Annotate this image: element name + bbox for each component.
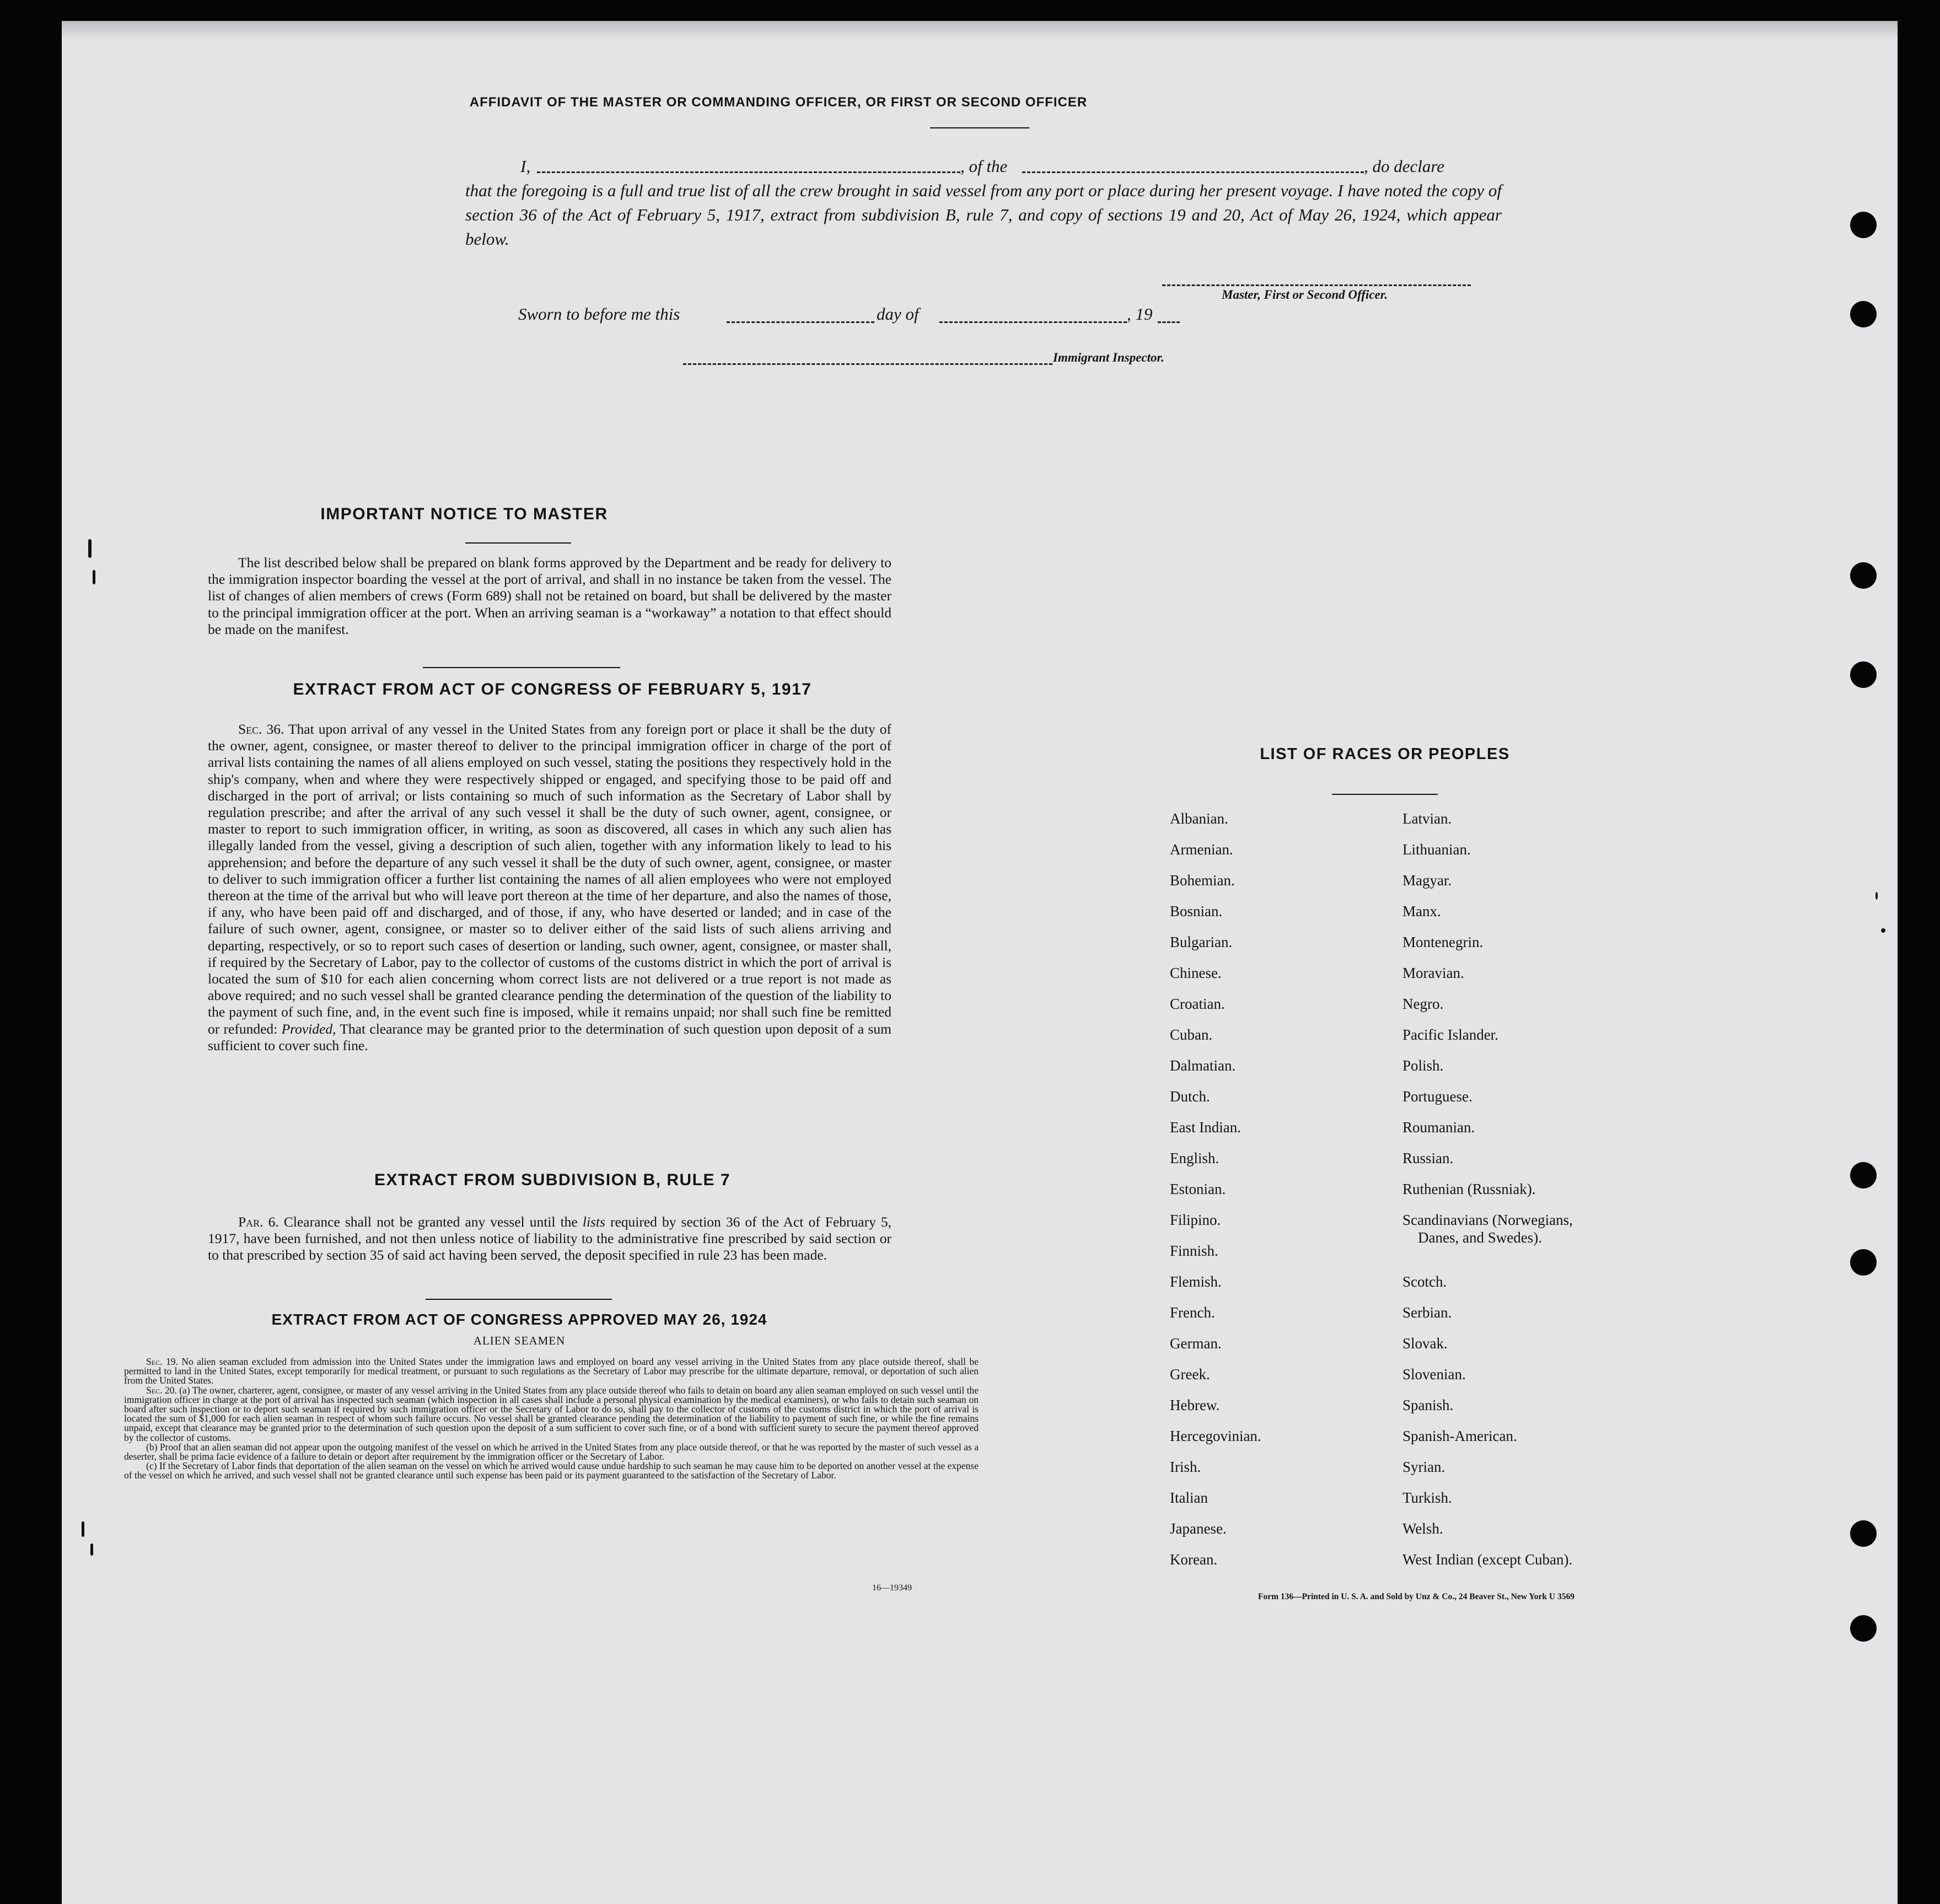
sworn-line (518, 304, 1180, 329)
race-left-item: Greek. (1170, 1366, 1210, 1383)
sworn-year-blank[interactable] (1158, 319, 1180, 323)
margin-mark-3 (82, 1521, 84, 1537)
race-right-item: Negro. (1402, 996, 1444, 1012)
binder-hole-6 (1850, 1249, 1877, 1276)
notice-end-rule (423, 667, 620, 668)
race-right-item: Magyar. (1402, 872, 1452, 889)
race-right-item: Turkish. (1402, 1489, 1452, 1506)
inspector-label: Immigrant Inspector. (1053, 351, 1164, 364)
rule7-end-rule (426, 1299, 612, 1300)
race-left-item: Cuban. (1170, 1026, 1213, 1043)
race-left-item: Hebrew. (1170, 1397, 1220, 1413)
binder-hole-4 (1850, 661, 1877, 688)
printer-imprint: Form 136—Printed in U. S. A. and Sold by Unz & Co., 24 Beaver St., New York U 3569 (1258, 1592, 1574, 1601)
race-left-item: Bulgarian. (1170, 934, 1233, 950)
affidavit-first-line (465, 154, 1557, 179)
lists-word: lists (582, 1214, 605, 1230)
race-left-item: Italian (1170, 1489, 1208, 1506)
race-right-item: Ruthenian (Russniak). (1402, 1181, 1536, 1197)
binder-hole-8 (1850, 1615, 1877, 1642)
name-blank[interactable] (537, 169, 960, 173)
race-right-item: Slovak. (1402, 1335, 1448, 1352)
extract-1924-title: EXTRACT FROM ACT OF CONGRESS APPROVED MAY 26, 1924 (271, 1311, 767, 1328)
binder-hole-5 (1850, 1162, 1877, 1188)
sworn-month-blank[interactable] (939, 319, 1127, 323)
affidavit-of-the-label: , of the (960, 157, 1008, 176)
margin-mark-4 (90, 1543, 93, 1556)
sec-20b-paragraph: (b) Proof that an alien seaman did not appear upon the outgoing manifest of the vessel on which he arrived in the United States from any place outside thereof, or that he was reported by the master of such vessel as a deserter, shall be prima facie evidence of a failure to detain or deport after requirement by the immigration officer or the Secretary of Labor. (124, 1441, 979, 1462)
par-6-label: Par. 6. (238, 1214, 279, 1230)
race-left-item: Estonian. (1170, 1181, 1226, 1197)
binder-hole-7 (1850, 1520, 1877, 1547)
sworn-label: Sworn to before me this (518, 304, 680, 324)
race-left-item: Dalmatian. (1170, 1057, 1236, 1074)
affidavit-title-rule (930, 127, 1029, 128)
race-left-item: Dutch. (1170, 1088, 1210, 1105)
race-left-item: Albanian. (1170, 810, 1228, 827)
race-right-item: Montenegrin. (1402, 934, 1484, 950)
binder-hole-2 (1850, 301, 1877, 327)
race-left-item: Bosnian. (1170, 903, 1223, 919)
master-signature-label: Master, First or Second Officer. (1222, 288, 1388, 302)
affidavit-i-label: I, (520, 157, 531, 176)
affidavit-declaration (465, 154, 1557, 251)
master-signature-line[interactable] (1162, 282, 1471, 286)
form-page (62, 21, 1898, 1904)
race-right-item: Syrian. (1402, 1459, 1445, 1475)
sec-19-label: Sec. 19. (146, 1356, 178, 1367)
race-left-item: Hercegovinian. (1170, 1428, 1261, 1444)
provided-word: Provided, (281, 1020, 336, 1037)
race-left-item: English. (1170, 1150, 1219, 1166)
race-left-item: German. (1170, 1335, 1222, 1352)
race-right-item: Portuguese. (1402, 1088, 1473, 1105)
extract-1924-text (124, 1357, 979, 1481)
sworn-day-of-label: day of (877, 304, 919, 324)
race-left-item: Irish. (1170, 1459, 1201, 1475)
sworn-year-label: , 19 (1127, 304, 1153, 324)
race-right-item: Scandinavians (Norwegians, (1402, 1212, 1573, 1228)
sec-20c-paragraph: (c) If the Secretary of Labor finds that deportation of the alien seaman on the vessel on which he arrived would cause undue hardship to such seaman he may cause him to be deported on another vessel at the expense of the vessel on which he arrived, and such vessel shall not be granted clearance until such expense has been paid or its payment guaranteed to the satisfaction of the Secretary of Labor. (124, 1460, 979, 1481)
binder-hole-1 (1850, 212, 1877, 238)
sworn-day-blank[interactable] (727, 319, 874, 323)
affidavit-body: that the foregoing is a full and true list of all the crew brought in said vessel from any port or place during her present voyage. I have noted the copy of section 36 of the Act of February 5, 1917, extract from subdivision B, rule 7, and copy of sections 19 and 20, Act of May 26, 1924, which appear below. (465, 181, 1502, 249)
affidavit-title: AFFIDAVIT OF THE MASTER OR COMMANDING OFFICER, OR FIRST OR SECOND OFFICER (469, 95, 1088, 110)
race-left-item: Bohemian. (1170, 872, 1235, 889)
vessel-blank[interactable] (1022, 169, 1364, 173)
form-code: 16—19349 (872, 1583, 912, 1593)
margin-mark-6 (1875, 892, 1878, 900)
race-right-item: Moravian. (1402, 965, 1464, 981)
binder-hole-3 (1850, 562, 1877, 589)
race-left-item: Armenian. (1170, 841, 1233, 858)
race-right-item: Manx. (1402, 903, 1441, 919)
race-right-item: Pacific Islander. (1402, 1026, 1498, 1043)
race-right-item: Spanish-American. (1402, 1428, 1517, 1444)
race-right-item: Serbian. (1402, 1304, 1452, 1321)
race-left-item: East Indian. (1170, 1119, 1241, 1136)
race-left-item: Croatian. (1170, 996, 1225, 1012)
notice-text (208, 555, 891, 638)
rule7-text-b: required by section 36 of the Act of February 5, 1917, have been furnished, and not then unless notice of liability to the administrative fine prescribed by said section or to that prescribed by section 35 of said act having been served, the deposit specified in rule 23 has been made. (208, 1214, 892, 1263)
race-right-item: Slovenian. (1402, 1366, 1466, 1383)
race-right-item: Scotch. (1402, 1273, 1447, 1290)
extract-1917-title: EXTRACT FROM ACT OF CONGRESS OF FEBRUARY 5, 1917 (293, 680, 812, 698)
race-left-item: Flemish. (1170, 1273, 1222, 1290)
sec-20-label: Sec. 20. (146, 1384, 177, 1396)
sec-36-text: That upon arrival of any vessel in the United States from any foreign port or place it shall be the duty of the owner, agent, consignee, or master thereof to deliver to the principal immigration officer in charge of the port of arrival lists containing the names of all aliens employed on such vessel, stating the positions they respectively hold in the ship's company, when and where they were respectively shipped or engaged, and specifying those to be paid off and discharged in the port of arrival; or lists containing so much of such information as the Secretary of Labor shall by regulation prescribe; and after the arrival of any such vessel it shall be the duty of such owner, agent, consignee, or master to report to such immigration officer, in writing, as soon as discovered, all cases in which any such alien has illegally landed from the vessel, giving a description of such alien, together with any information likely to lead to his apprehension; and before the departure of any such vessel it shall be the duty of such owner, agent, consignee, or master to deliver to such immigration officer a further list containing the names of all alien employees who were not employed thereon at the time of the arrival but who will leave port thereon at the time of her departure, and also the names of those, if any, who have been paid off and discharged, and of those, if any, who have deserted or landed; and in case of the failure of such owner, agent, consignee, or master so to deliver either of the said lists of such aliens arriving and departing, respectively, or so to report such cases of desertion or landing, such owner, agent, consignee, or master shall, if required by the Secretary of Labor, pay to the collector of customs of the customs district in which the port of arrival is located the sum of $10 for each alien concerning whom correct lists are not delivered or a true report is not made as above required; and no such vessel shall be granted clearance pending the determination of the question of the liability to the payment of such fine, and, in the event such fine is imposed, while it remains unpaid; nor shall such fine be remitted or refunded: (208, 721, 891, 1037)
race-right-item: Latvian. (1402, 810, 1452, 827)
affidavit-declare-label: , do declare (1364, 157, 1445, 176)
sec-36-text-end: That clearance may be granted prior to the determination of such question upon deposit of a sum sufficient to cover such fine. (208, 1020, 892, 1053)
alien-seamen-subtitle: ALIEN SEAMEN (473, 1334, 566, 1347)
notice-title: IMPORTANT NOTICE TO MASTER (320, 505, 608, 523)
notice-text-content: The list described below shall be prepared on blank forms approved by the Department and be ready for delivery to the immigration inspector boarding the vessel at the port of arrival, and shall in no instance be taken from the vessel. The list of changes of alien members of crews (Form 689) shall not be retained on board, but shall be delivered by the master to the principal immigration officer at the port. When an arriving seaman is a “workaway” a notation to that effect should be made on the manifest. (208, 555, 891, 637)
margin-mark-5 (1881, 928, 1885, 933)
race-left-item: Japanese. (1170, 1520, 1227, 1537)
margin-mark-2 (93, 570, 95, 584)
race-right-item: Polish. (1402, 1057, 1444, 1074)
races-title-rule (1332, 794, 1438, 795)
race-left-item: Finnish. (1170, 1243, 1218, 1259)
margin-mark-1 (88, 539, 92, 558)
sec-19-text: No alien seaman excluded from admission into the United States under the immigration laws and employed on board any vessel arriving in the United States from any place outside thereof, shall be permitted to land in the United States, except temporarily for medical treatment, or pursuant to such regulations as the Secretary of Labor may prescribe for the ultimate departure, removal, or deportation of such alien from the United States. (124, 1356, 979, 1386)
race-left-item: Korean. (1170, 1551, 1218, 1568)
race-right-item: Roumanian. (1402, 1119, 1475, 1136)
race-right-item: Lithuanian. (1402, 841, 1471, 858)
race-right-item: West Indian (except Cuban). (1402, 1551, 1573, 1568)
race-right-item: Danes, and Swedes). (1418, 1229, 1542, 1246)
race-left-item: Chinese. (1170, 965, 1222, 981)
race-right-item: Russian. (1402, 1150, 1454, 1166)
inspector-signature-line[interactable] (683, 361, 1052, 365)
races-title: LIST OF RACES OR PEOPLES (1260, 745, 1510, 763)
page-top-edge (62, 21, 1898, 40)
race-left-item: Filipino. (1170, 1212, 1221, 1228)
rule7-text-a: Clearance shall not be granted any vessel until the (283, 1214, 578, 1230)
notice-title-rule (465, 542, 571, 544)
race-left-item: French. (1170, 1304, 1215, 1321)
sec-19-paragraph (124, 1357, 979, 1386)
race-right-item: Welsh. (1402, 1520, 1443, 1537)
rule7-title: EXTRACT FROM SUBDIVISION B, RULE 7 (374, 1171, 731, 1189)
extract-1917-text (208, 721, 891, 1054)
sec-20a-text: (a) The owner, charterer, agent, consignee, or master of any vessel arriving in the United States from any place outside thereof who fails to detain on board any alien seaman employed on such vessel until the immigration officer in charge at the port of arrival has inspected such seaman (which inspection in all cases shall include a personal physical examination by the medical examiners), or who fails to detain such seaman on board after such inspection or to deport such seaman if required by such immigration officer or the Secretary of Labor to do so, shall pay to the collector of customs of the customs district in which the port of arrival is located the sum of $1,000 for each alien seaman in respect of whom such failure occurs. No vessel shall be granted clearance pending the determination of the liability to payment of such fine, or while the fine remains unpaid, except that clearance may be granted prior to the determination of such question upon the deposit of a sum sufficient to cover such fine, or of a bond with sufficient surety to secure the payment thereof approved by the collector of customs. (124, 1384, 979, 1443)
sec-20a-paragraph (124, 1386, 979, 1443)
rule7-text (208, 1214, 891, 1264)
sec-36-label: Sec. 36. (238, 721, 284, 737)
race-right-item: Spanish. (1402, 1397, 1454, 1413)
